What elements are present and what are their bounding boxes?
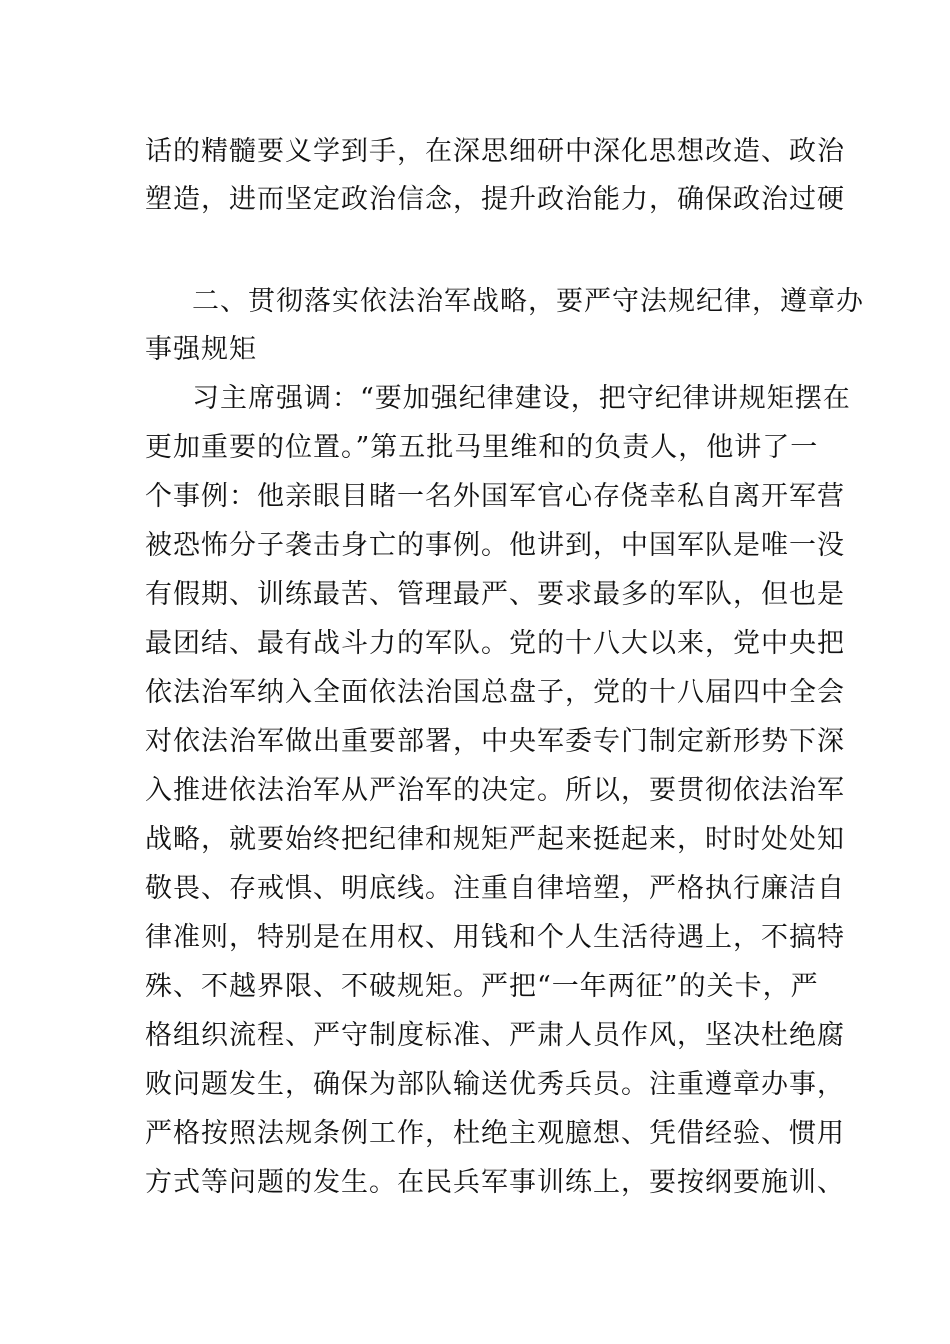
text-line: 被恐怖分子袭击身亡的事例。他讲到，中国军队是唯一没 — [145, 530, 845, 561]
text-line: 最团结、最有战斗力的军队。党的十八大以来，党中央把 — [145, 628, 845, 659]
text-line: 格组织流程、严守制度标准、严肃人员作风，坚决杜绝腐 — [145, 1020, 845, 1051]
text-line: 个事例：他亲眼目睹一名外国军官心存侥幸私自离开军营 — [145, 481, 845, 512]
text-line: 方式等问题的发生。在民兵军事训练上，要按纲要施训、 — [145, 1167, 845, 1198]
text-line: 败问题发生，确保为部队输送优秀兵员。注重遵章办事， — [145, 1069, 845, 1100]
text-line: 塑造，进而坚定政治信念，提升政治能力，确保政治过硬 — [145, 184, 845, 215]
text-line: 严格按照法规条例工作，杜绝主观臆想、凭借经验、惯用 — [145, 1118, 845, 1149]
text-line: 话的精髓要义学到手，在深思细研中深化思想改造、政治 — [145, 136, 845, 167]
section-heading-line: 事强规矩 — [145, 334, 257, 365]
text-line: 依法治军纳入全面依法治国总盘子，党的十八届四中全会 — [145, 677, 845, 708]
text-line: 对依法治军做出重要部署，中央军委专门制定新形势下深 — [145, 726, 845, 757]
text-line: 有假期、训练最苦、管理最严、要求最多的军队，但也是 — [145, 579, 845, 610]
section-heading-line: 二、贯彻落实依法治军战略，要严守法规纪律，遵章办 — [192, 286, 864, 317]
text-line: 习主席强调：“要加强纪律建设，把守纪律讲规矩摆在 — [192, 383, 851, 414]
text-line: 战略，就要始终把纪律和规矩严起来挺起来，时时处处知 — [145, 824, 845, 855]
text-line: 更加重要的位置。”第五批马里维和的负责人，他讲了一 — [145, 432, 819, 463]
text-line: 入推进依法治军从严治军的决定。所以，要贯彻依法治军 — [145, 775, 845, 806]
text-line: 律准则，特别是在用权、用钱和个人生活待遇上，不搞特 — [145, 922, 845, 953]
text-line: 敬畏、存戒惧、明底线。注重自律培塑，严格执行廉洁自 — [145, 873, 845, 904]
text-line: 殊、不越界限、不破规矩。严把“一年两征”的关卡，严 — [145, 971, 819, 1002]
